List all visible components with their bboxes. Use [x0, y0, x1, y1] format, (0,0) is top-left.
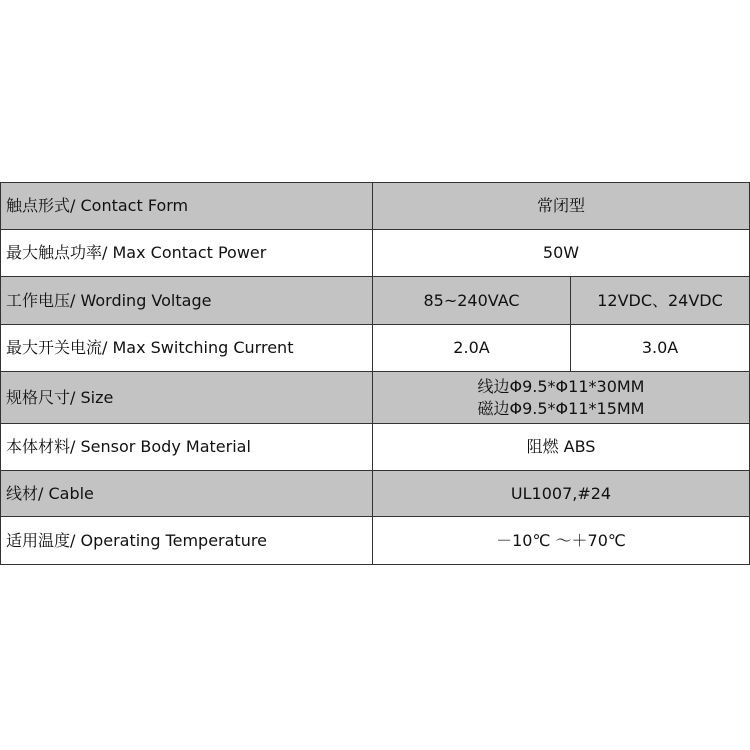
row-label-working-voltage: 工作电压/ Wording Voltage [1, 277, 373, 325]
row-value-max-contact-power: 50W [373, 230, 750, 277]
row-label-operating-temperature: 适用温度/ Operating Temperature [1, 517, 373, 565]
row-value-cable: UL1007,#24 [373, 471, 750, 517]
table-row [1, 517, 750, 565]
row-value-current-dc: 3.0A [571, 325, 750, 372]
table-row [1, 183, 750, 230]
row-value-contact-form: 常闭型 [373, 183, 750, 230]
size-line-wire-side: 线边Φ9.5*Φ11*30MM [477, 376, 645, 396]
row-label-contact-form: 触点形式/ Contact Form [1, 183, 373, 230]
table-row [1, 471, 750, 517]
row-value-current-ac: 2.0A [373, 325, 571, 372]
table-row [1, 230, 750, 277]
row-label-cable: 线材/ Cable [1, 471, 373, 517]
table-row [1, 372, 750, 424]
row-value-voltage-dc: 12VDC、24VDC [571, 277, 750, 325]
table-row [1, 277, 750, 325]
row-label-body-material: 本体材料/ Sensor Body Material [1, 424, 373, 471]
spec-table [0, 182, 750, 565]
row-value-voltage-ac: 85~240VAC [373, 277, 571, 325]
table-row [1, 325, 750, 372]
row-label-max-switching-current: 最大开关电流/ Max Switching Current [1, 325, 373, 372]
size-line-magnet-side: 磁边Φ9.5*Φ11*15MM [477, 398, 645, 418]
row-value-size [373, 372, 750, 424]
row-label-max-contact-power: 最大触点功率/ Max Contact Power [1, 230, 373, 277]
table-row [1, 424, 750, 471]
row-label-size: 规格尺寸/ Size [1, 372, 373, 424]
row-value-operating-temperature: －10℃ ～＋70℃ [373, 517, 750, 565]
row-value-body-material: 阻燃 ABS [373, 424, 750, 471]
